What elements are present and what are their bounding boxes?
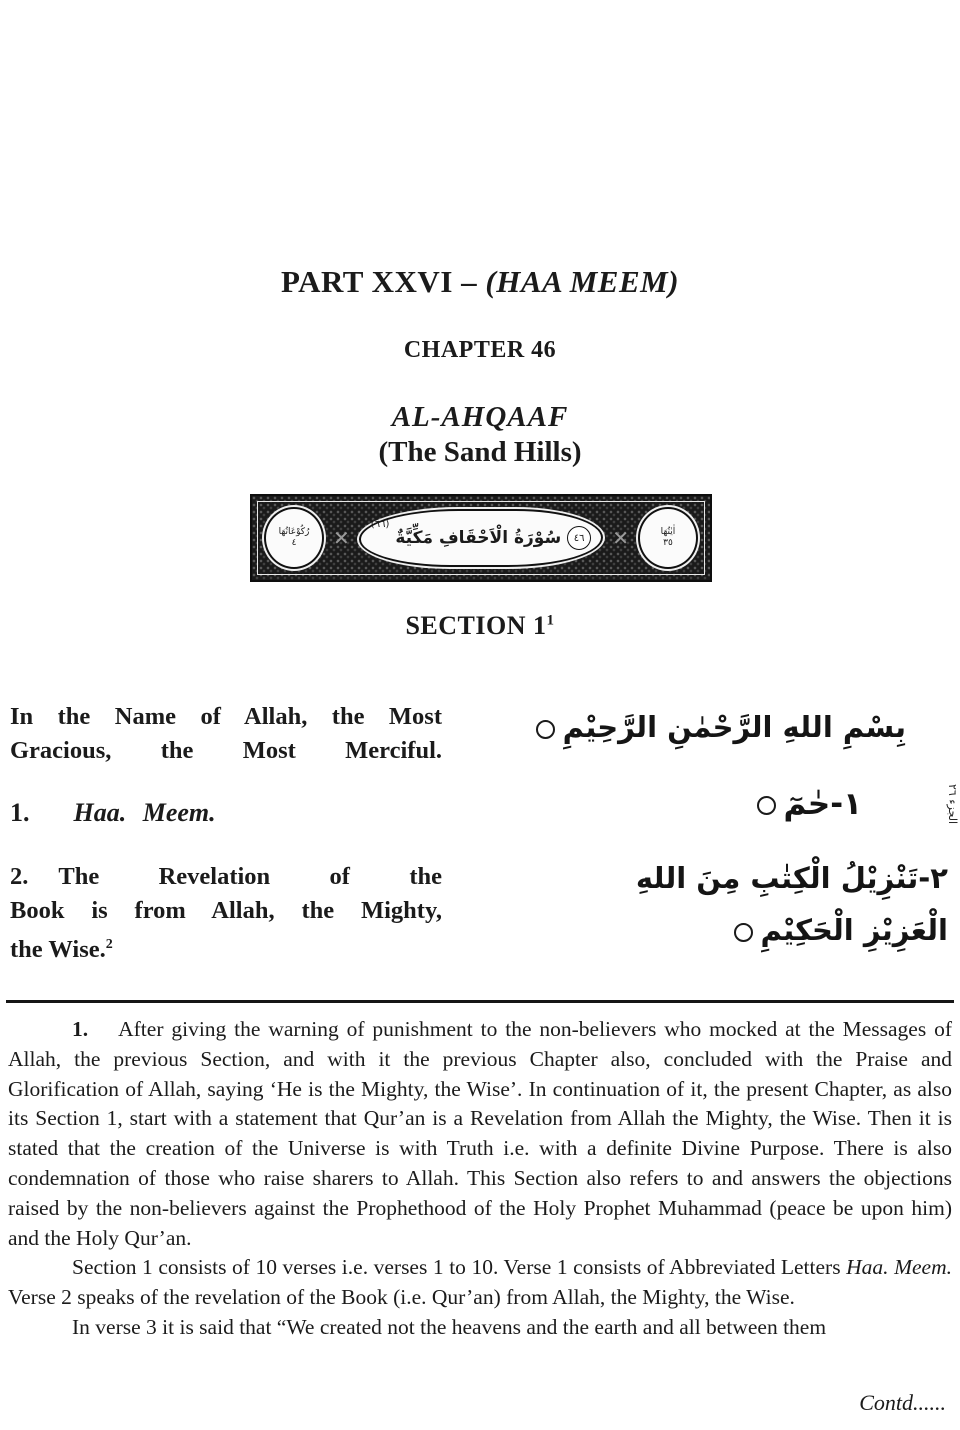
bismillah-english: [10, 700, 442, 768]
surah-title-arabic: سُوْرَةُ الْاَحْقَافِ مَكِّيَّةٌ: [395, 528, 562, 548]
bismillah-english-text: In the Name of Allah, the Most Gracious, the Most Merciful.: [10, 703, 442, 764]
rukus-medallion: [264, 507, 324, 569]
footnote-1-p2-seg2: Verse 2 speaks of the revelation of the Book (i.e. Qur’an) from Allah, the Mighty, the Wise.: [8, 1285, 795, 1310]
verse1-english: [10, 796, 442, 830]
part-title-prefix: PART XXVI –: [280, 264, 486, 299]
verse2-english-line3: [10, 928, 442, 967]
ayah-end-circle-icon: [536, 720, 555, 739]
ayah-end-circle-icon: [757, 796, 776, 815]
part-title: [0, 264, 960, 300]
verses-label: اٰيٰتُهَا: [660, 527, 676, 537]
chapter-heading: CHAPTER 46: [403, 337, 557, 363]
ayah-end-circle-icon: [734, 923, 753, 942]
footnote-1-number: 1.: [72, 1017, 89, 1041]
verse-row-1: [10, 786, 952, 830]
verse2-arabic-text2: الْعَزِيْزِ الْحَكِيْمِ: [760, 913, 948, 947]
verse1-english-text: Haa. Meem.: [73, 798, 216, 827]
section-heading: [0, 611, 960, 641]
surah-subtitle: (The Sand Hills): [378, 436, 582, 468]
footnote-1-p2-italic: Haa. Meem.: [846, 1255, 952, 1280]
banner-ornament-icon: ✕: [612, 526, 629, 550]
verse-row-2: [10, 860, 952, 967]
section-label: SECTION 1: [405, 611, 547, 640]
part-title-italic: (HAA MEEM): [485, 264, 680, 299]
footnote-divider: [6, 1000, 954, 1003]
verse2-arabic-line2: [442, 904, 948, 956]
surah-name: AL-AHQAAF: [391, 401, 569, 433]
verse2-arabic: [442, 852, 952, 956]
chapter-number-arabic: ٤٦: [567, 526, 591, 550]
verse1-arabic-text: ١-حٰمٓ: [783, 786, 862, 822]
rukus-label: رُكُوْعَاتُهَا: [278, 527, 310, 537]
rukus-value: ٤: [291, 538, 297, 548]
bismillah-arabic: [442, 700, 952, 744]
verse2-footnote-ref: 2: [105, 937, 113, 952]
revelation-order-arabic: (٦٦): [370, 519, 390, 530]
bismillah-arabic-text: بِسْمِ اللهِ الرَّحْمٰنِ الرَّحِيْمِ: [562, 710, 906, 744]
footnote-1-text: After giving the warning of punishment to the non-believers who mocked at the Messages of Allah, the previous Section, and with it the previous Chapter also, concluded with the Praise and Glorification of Allah, saying ‘He is the Mighty, the Wise’. In continuation of it, the present Chapter, as also its Section 1, start with a statement that Qur’an is a Revelation from Allah the Mighty, the Wise. Then it is stated that the creation of the Universe is with Truth i.e. with a definite Divine Purpose. There is also condemnation of those who raise sharers to Allah. This Section also refers to and answers the objections raised by the non-believers against the Prophethood of the Holy Prophet Muhammad (peace be upon him) and the Holy Qur’an.: [8, 1017, 952, 1250]
verse1-arabic: [442, 786, 952, 822]
verse2-english-line1: [10, 860, 442, 894]
bismillah-row: [10, 700, 952, 768]
verses-block: [10, 700, 952, 967]
footnote-1-paragraph-2: [8, 1253, 952, 1313]
surah-ornamental-banner: [250, 494, 712, 582]
footnotes-block: [8, 1015, 952, 1343]
section-footnote-ref: 1: [546, 612, 555, 629]
verse2-english-text1: The Revelation of the: [58, 863, 442, 890]
juz-margin-marker: الجزء ٢٦: [946, 784, 959, 825]
verse2-english-text3: the Wise.: [10, 936, 106, 964]
surah-title-cartouche: [359, 509, 603, 567]
verses-value: ٣٥: [663, 538, 673, 548]
footnote-1-paragraph-3: In verse 3 it is said that “We created not the heavens and the earth and all between them: [72, 1314, 827, 1339]
verse2-number: 2.: [10, 863, 29, 890]
verse2-english-line2: Book is from Allah, the Mighty,: [10, 897, 442, 924]
banner-ornament-icon: ✕: [333, 526, 350, 550]
footnote-1-p2-seg1: Section 1 consists of 10 verses i.e. verses 1 to 10. Verse 1 consists of Abbreviated Letters: [72, 1255, 847, 1280]
verse2-arabic-line1: ٢-تَنْزِيْلُ الْكِتٰبِ مِنَ اللهِ: [635, 861, 948, 895]
continued-marker: Contd......: [859, 1390, 946, 1415]
verse2-english: [10, 860, 442, 967]
verse1-number: 1.: [10, 798, 30, 827]
verses-medallion: [638, 507, 698, 569]
footnote-1-paragraph-1: [8, 1015, 952, 1253]
